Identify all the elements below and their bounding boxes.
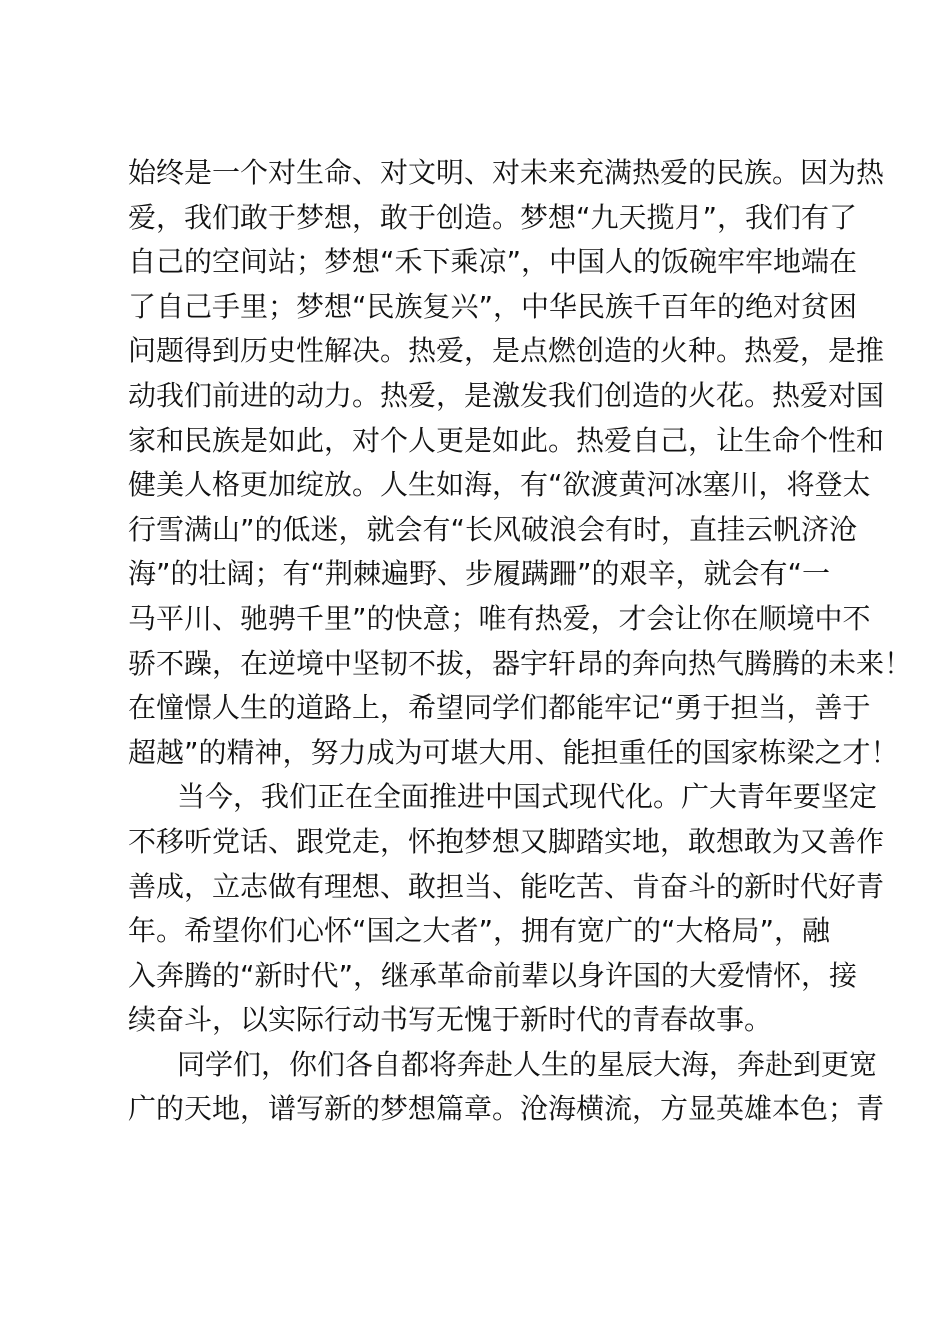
- text-line: 当今，我们正在全面推进中国式现代化。广大青年要坚定: [177, 780, 878, 814]
- text-line: 马平川、驰骋千里”的快意；唯有热爱，才会让你在顺境中不: [128, 601, 871, 635]
- body-text: [128, 151, 913, 1132]
- text-line: 问题得到历史性解决。热爱，是点燃创造的火种。热爱，是推: [128, 334, 885, 368]
- text-line: 超越”的精神，努力成为可堪大用、能担重任的国家栋梁之才！: [128, 735, 899, 769]
- text-line: 续奋斗，以实际行动书写无愧于新时代的青春故事。: [128, 1003, 773, 1037]
- text-line: 入奔腾的“新时代”，继承革命前辈以身许国的大爱情怀，接: [128, 958, 858, 992]
- text-line: 健美人格更加绽放。人生如海，有“欲渡黄河冰塞川，将登太: [128, 468, 871, 502]
- text-line: 骄不躁，在逆境中坚韧不拔，器宇轩昂的奔向热气腾腾的未来！: [128, 646, 913, 680]
- text-line: 动我们前进的动力。热爱，是激发我们创造的火花。热爱对国: [128, 378, 885, 412]
- text-line: 始终是一个对生命、对文明、对未来充满热爱的民族。因为热: [128, 156, 885, 189]
- text-line: 不移听党话、跟党走，怀抱梦想又脚踏实地，敢想敢为又善作: [128, 824, 885, 858]
- text-line: 爱，我们敢于梦想，敢于创造。梦想“九天揽月”，我们有了: [128, 200, 858, 234]
- text-line: 家和民族是如此，对个人更是如此。热爱自己，让生命个性和: [128, 423, 885, 457]
- text-line: 广的天地，谱写新的梦想篇章。沧海横流，方显英雄本色；青: [128, 1092, 885, 1126]
- text-line: 善成，立志做有理想、敢担当、能吃苦、肯奋斗的新时代好青: [128, 869, 885, 903]
- text-line: 行雪满山”的低迷，就会有“长风破浪会有时，直挂云帆济沧: [128, 512, 858, 546]
- text-line: 在憧憬人生的道路上，希望同学们都能牢记“勇于担当，善于: [128, 691, 871, 725]
- text-line: 海”的壮阔；有“荆棘遍野、步履蹒跚”的艰辛，就会有“一: [128, 557, 831, 591]
- text-line: 了自己手里；梦想“民族复兴”，中华民族千百年的绝对贫困: [128, 289, 858, 323]
- text-line: 年。希望你们心怀“国之大者”，拥有宽广的“大格局”，融: [128, 914, 831, 948]
- text-line: 同学们，你们各自都将奔赴人生的星辰大海，奔赴到更宽: [177, 1047, 878, 1081]
- text-line: 自己的空间站；梦想“禾下乘凉”，中国人的饭碗牢牢地端在: [128, 245, 858, 279]
